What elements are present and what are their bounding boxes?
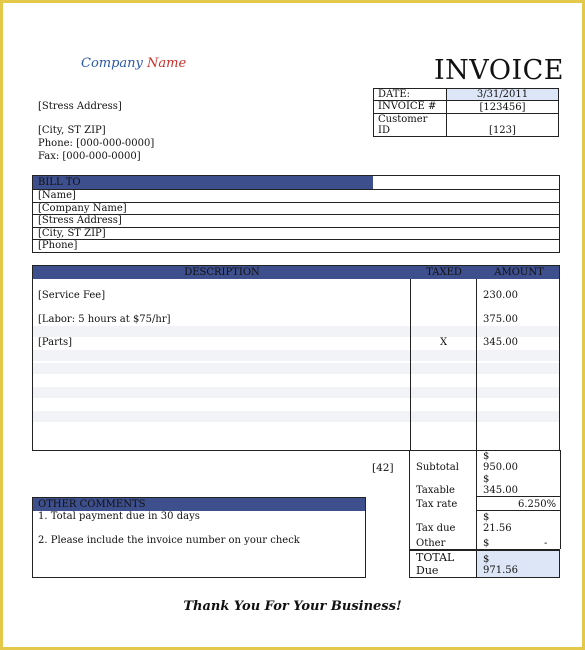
item-amount: 345.00 bbox=[483, 337, 518, 348]
other-label: Other bbox=[416, 538, 446, 549]
total-due-currency: $ bbox=[483, 554, 490, 565]
sender-street: [Stress Address] bbox=[38, 101, 122, 112]
tax-due-currency: $ bbox=[483, 512, 490, 523]
item-description: [Parts] bbox=[38, 337, 72, 348]
taxable-value: 345.00 bbox=[483, 485, 518, 496]
date-value: 3/31/2011 bbox=[447, 89, 558, 100]
comment-line: 2. Please include the invoice number on your check bbox=[38, 535, 300, 546]
tax-due-label: Tax due bbox=[416, 523, 456, 534]
customer-id-value: [123] bbox=[489, 125, 516, 136]
item-description: [Labor: 5 hours at $75/hr] bbox=[38, 314, 171, 325]
company-name-part1: Company bbox=[81, 56, 143, 71]
item-taxed-mark: X bbox=[440, 337, 448, 348]
subtotal-currency: $ bbox=[483, 451, 490, 462]
tax-due-value: 21.56 bbox=[483, 523, 512, 534]
date-label: DATE: bbox=[378, 89, 411, 100]
amount-header: AMOUNT bbox=[494, 267, 544, 278]
sender-city: [City, ST ZIP] bbox=[38, 125, 106, 136]
total-due-label-2: Due bbox=[416, 564, 439, 577]
invoice-number-label: INVOICE # bbox=[378, 101, 437, 112]
bill-to-company: [Company Name] bbox=[33, 202, 559, 215]
bill-to-phone: [Phone] bbox=[33, 239, 559, 252]
total-due-label-1: TOTAL bbox=[416, 551, 455, 564]
comments-heading: OTHER COMMENTS bbox=[33, 498, 365, 511]
other-comments-box bbox=[32, 497, 366, 578]
other-value: - bbox=[544, 538, 548, 549]
items-header bbox=[33, 266, 559, 279]
description-header: DESCRIPTION bbox=[184, 267, 260, 278]
item-description: [Service Fee] bbox=[38, 290, 106, 301]
company-name bbox=[81, 56, 186, 71]
thank-you-message: Thank You For Your Business! bbox=[183, 599, 402, 614]
taxable-label: Taxable bbox=[416, 485, 455, 496]
line-items-table bbox=[32, 265, 560, 451]
customer-id-label-1: Customer bbox=[378, 114, 428, 125]
company-name-part2: Name bbox=[147, 56, 187, 71]
company-logo-icon bbox=[43, 45, 83, 85]
invoice-number-row bbox=[374, 101, 558, 114]
bill-to-city: [City, ST ZIP] bbox=[33, 227, 559, 240]
invoice-info-table bbox=[373, 88, 559, 137]
tax-rate-value: 6.250% bbox=[518, 499, 557, 510]
other-currency: $ bbox=[483, 538, 490, 549]
bill-to-section bbox=[32, 175, 560, 253]
taxed-header: TAXED bbox=[426, 267, 462, 278]
sender-phone: Phone: [000-000-0000] bbox=[38, 138, 155, 149]
subtotal-label: Subtotal bbox=[416, 462, 459, 473]
bill-to-heading: BILL TO bbox=[33, 176, 373, 189]
date-row bbox=[374, 89, 558, 101]
subtotal-value: 950.00 bbox=[483, 462, 518, 473]
invoice-number-value: [123456] bbox=[479, 102, 526, 113]
invoice-title: INVOICE bbox=[434, 55, 564, 86]
item-count: [42] bbox=[372, 462, 394, 474]
comment-line: 1. Total payment due in 30 days bbox=[38, 511, 200, 522]
sender-fax: Fax: [000-000-0000] bbox=[38, 151, 141, 162]
bill-to-name: [Name] bbox=[33, 189, 559, 202]
customer-id-label-2: ID bbox=[378, 125, 390, 136]
item-amount: 230.00 bbox=[483, 290, 518, 301]
item-amount: 375.00 bbox=[483, 314, 518, 325]
bill-to-street: [Stress Address] bbox=[33, 214, 559, 227]
total-due-value: 971.56 bbox=[483, 565, 518, 576]
taxable-currency: $ bbox=[483, 474, 490, 485]
customer-id-row bbox=[374, 114, 558, 137]
tax-rate-label: Tax rate bbox=[416, 499, 458, 510]
